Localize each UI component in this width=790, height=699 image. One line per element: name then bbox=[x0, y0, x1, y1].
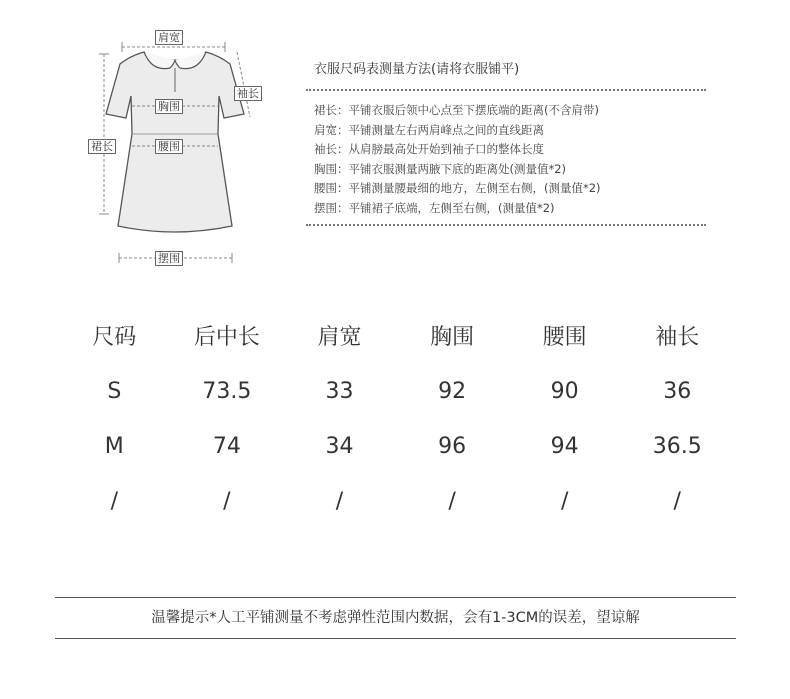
table-cell: / bbox=[335, 489, 344, 514]
table-cell: 90 bbox=[550, 379, 579, 404]
table-cell: / bbox=[673, 489, 681, 514]
table-cell: / bbox=[560, 489, 569, 514]
table-cell: 36.5 bbox=[652, 434, 702, 459]
table-cell: 74 bbox=[212, 434, 241, 459]
table-header-row bbox=[58, 306, 734, 364]
measurement-note: 温馨提示*人工平铺测量不考虑弹性范围内数据，会有1-3CM的误差，望谅解 bbox=[55, 597, 736, 639]
table-cell: 96 bbox=[438, 434, 467, 459]
table-row bbox=[58, 474, 734, 529]
table-row bbox=[58, 364, 734, 419]
dress-diagram bbox=[82, 22, 272, 272]
size-table bbox=[58, 306, 734, 529]
method-item: 肩宽：平铺测量左右两肩峰点之间的直线距离 bbox=[314, 122, 544, 137]
measurement-method bbox=[306, 60, 706, 226]
table-row bbox=[58, 419, 734, 474]
sleeve-label: 袖长 bbox=[234, 86, 262, 101]
shoulder-label: 肩宽 bbox=[155, 30, 183, 45]
table-cell: 73.5 bbox=[202, 379, 252, 404]
method-list bbox=[306, 91, 706, 224]
method-title: 衣服尺码表测量方法(请将衣服铺平) bbox=[314, 62, 520, 77]
method-item: 摆围：平铺裙子底端，左侧至右侧，(测量值*2) bbox=[314, 200, 555, 215]
table-cell: 36 bbox=[663, 379, 692, 404]
method-item: 袖长：从肩膀最高处开始到袖子口的整体长度 bbox=[314, 142, 544, 156]
header-waist: 腰围 bbox=[542, 324, 587, 350]
table-cell: S bbox=[107, 379, 122, 404]
table-cell: / bbox=[110, 489, 118, 514]
header-shoulder: 肩宽 bbox=[317, 324, 362, 350]
header-chest: 胸围 bbox=[430, 324, 475, 350]
table-cell: / bbox=[223, 489, 231, 514]
header-sleeve: 袖长 bbox=[655, 324, 700, 350]
header-size: 尺码 bbox=[92, 324, 137, 350]
divider bbox=[306, 224, 706, 226]
method-item: 胸围：平铺衣服测量两腋下底的距离处(测量值*2) bbox=[314, 161, 567, 176]
table-cell: / bbox=[448, 489, 456, 514]
table-cell: M bbox=[104, 434, 124, 459]
header-back-length: 后中长 bbox=[193, 324, 260, 350]
hem-label: 摆围 bbox=[155, 251, 183, 266]
table-cell: 92 bbox=[438, 379, 467, 404]
chest-label: 胸围 bbox=[155, 99, 183, 114]
table-cell: 34 bbox=[325, 434, 354, 459]
table-cell: 33 bbox=[325, 379, 354, 404]
waist-label: 腰围 bbox=[155, 139, 183, 154]
table-cell: 94 bbox=[550, 434, 579, 459]
length-label: 裙长 bbox=[88, 139, 116, 154]
method-item: 裙长：平铺衣服后领中心点至下摆底端的距离(不含肩带) bbox=[314, 103, 599, 117]
method-item: 腰围：平铺测量腰最细的地方，左侧至右侧，(测量值*2) bbox=[314, 181, 601, 195]
